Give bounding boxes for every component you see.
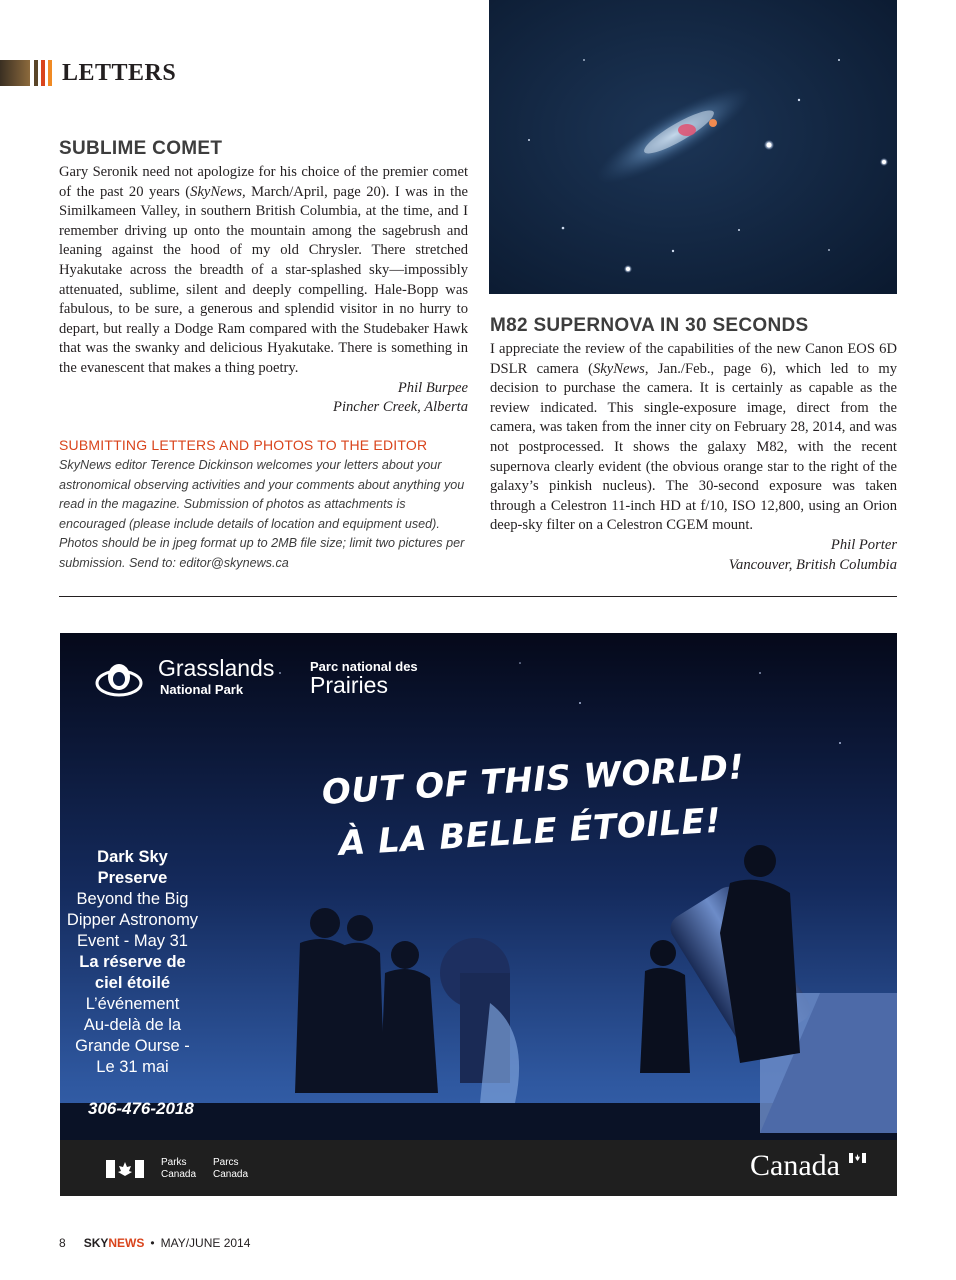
- beaver-logo-icon: [95, 657, 143, 699]
- parks-canada-fr-2: Canada: [213, 1169, 249, 1180]
- submission-text: SkyNews editor Terence Dickinson welcomes your letters about your astronomical observing activities and your comments about anything you read in the magazine. Submission of photos as attachments is encouraged (please include details of location and equipment used). Photos should be in jpeg format up to 2MB file size; limit two pictures per submission. Send to: editor@skynews.ca: [59, 458, 465, 570]
- header-stripe-3: [48, 60, 52, 86]
- ad-event-info: [60, 847, 205, 1078]
- wordmark-flag-icon: [849, 1153, 866, 1163]
- ad-event-line: Beyond the Big: [76, 890, 189, 908]
- park-name-fr: Parc national des: [310, 659, 418, 674]
- article-heading: M82 SUPERNOVA IN 30 SECONDS: [490, 315, 809, 336]
- author-name: Phil Burpee: [397, 379, 468, 396]
- ad-headline-en: OUT OF THIS WORLD!: [320, 747, 746, 813]
- article-heading: SUBLIME COMET: [59, 138, 223, 159]
- ad-event-line: La réserve de: [79, 953, 186, 971]
- issue-date: MAY/JUNE 2014: [160, 1236, 251, 1250]
- ad-event-line: ciel étoilé: [94, 974, 171, 992]
- canada-wordmark: Canada: [750, 1149, 840, 1182]
- header-accent-bar: [0, 60, 30, 86]
- m82-galaxy-photo: [489, 0, 897, 294]
- letter-sublime-comet: [59, 137, 468, 418]
- submission-heading: SUBMITTING LETTERS AND PHOTOS TO THE EDITOR: [59, 437, 428, 453]
- ad-event-line: Au-delà de la: [83, 1016, 182, 1034]
- section-divider: [59, 596, 897, 597]
- parks-canada-en-2: Canada: [161, 1169, 197, 1180]
- ad-event-line: L’événement: [85, 995, 180, 1013]
- park-name-en-sub: National Park: [160, 682, 244, 697]
- parks-canada-fr-1: Parcs: [213, 1157, 239, 1168]
- ad-event-line: Grande Ourse -: [75, 1037, 190, 1055]
- canada-flag-icon: [106, 1160, 144, 1178]
- grasslands-advertisement[interactable]: [60, 633, 897, 1196]
- magazine-name-news: NEWS: [108, 1236, 145, 1250]
- ad-event-line: Dipper Astronomy: [66, 911, 199, 929]
- author-name: Phil Porter: [830, 536, 897, 553]
- magazine-name-sky: SKY: [83, 1236, 109, 1250]
- ad-event-line: Dark Sky: [97, 848, 168, 866]
- page-footer: [59, 1236, 250, 1250]
- section-header: [0, 58, 260, 88]
- article-body: I appreciate the review of the capabilities of the new Canon EOS 6D DSLR camera (SkyNews, Jan./Feb., page 6), which led to my decision to purchase the camera. It is certainly as capable as the review indicated. This single-exposure image, direct from the camera, was taken from the inner city on February 28, 2014, and was not postprocessed. It shows the galaxy M82, with the recent supernova clearly evident (the obvious orange star to the right of the galaxy’s pinkish nucleus). The 30-second exposure was taken through a Celestron 11-inch HD at f/10, ISO 12,800, using an Orion deep-sky filter on a Celestron CGEM mount.: [490, 341, 897, 534]
- header-stripe-2: [41, 60, 45, 86]
- author-location: Pincher Creek, Alberta: [333, 399, 468, 416]
- parks-canada-en-1: Parks: [161, 1157, 187, 1168]
- article-body: Gary Seronik need not apologize for his choice of the premier comet of the past 20 years (SkyNews, March/April, page 20). I was in the Similkameen Valley, in southern British Columbia, at the time, and I remember driving up onto the mountain among the sagebrush and leaning against the hood of my old Chrysler. There stretched Hyakutake across the breadth of a star-splashed sky—impossibly attenuated, sublime, silent and deeply compelling. Hale-Bopp was fabulous, to be sure, a generous and splendid visitor in no hurry to depart, but really a Dodge Ram compared with the Studebaker Hawk that was the swanky and delicious Hyakutake. There is something in the evanescent that makes a thing poetry.: [59, 164, 468, 376]
- section-title: LETTERS: [62, 60, 177, 86]
- ad-phone-number: 306-476-2018: [88, 1099, 194, 1118]
- letter-m82-supernova: [490, 314, 897, 575]
- page-number: 8: [59, 1236, 66, 1250]
- park-name-fr-sub: Prairies: [310, 672, 388, 698]
- author-location: Vancouver, British Columbia: [728, 556, 897, 573]
- ad-headline-fr: À LA BELLE ÉTOILE!: [337, 800, 723, 864]
- ad-footer-bar: [60, 1140, 897, 1196]
- ad-event-line: Event - May 31: [77, 932, 188, 950]
- ad-event-line: Le 31 mai: [96, 1058, 169, 1076]
- park-name-en: Grasslands: [158, 655, 275, 681]
- footer-bullet: •: [150, 1236, 155, 1250]
- ad-event-line: Preserve: [97, 869, 168, 887]
- header-stripe-1: [34, 60, 38, 86]
